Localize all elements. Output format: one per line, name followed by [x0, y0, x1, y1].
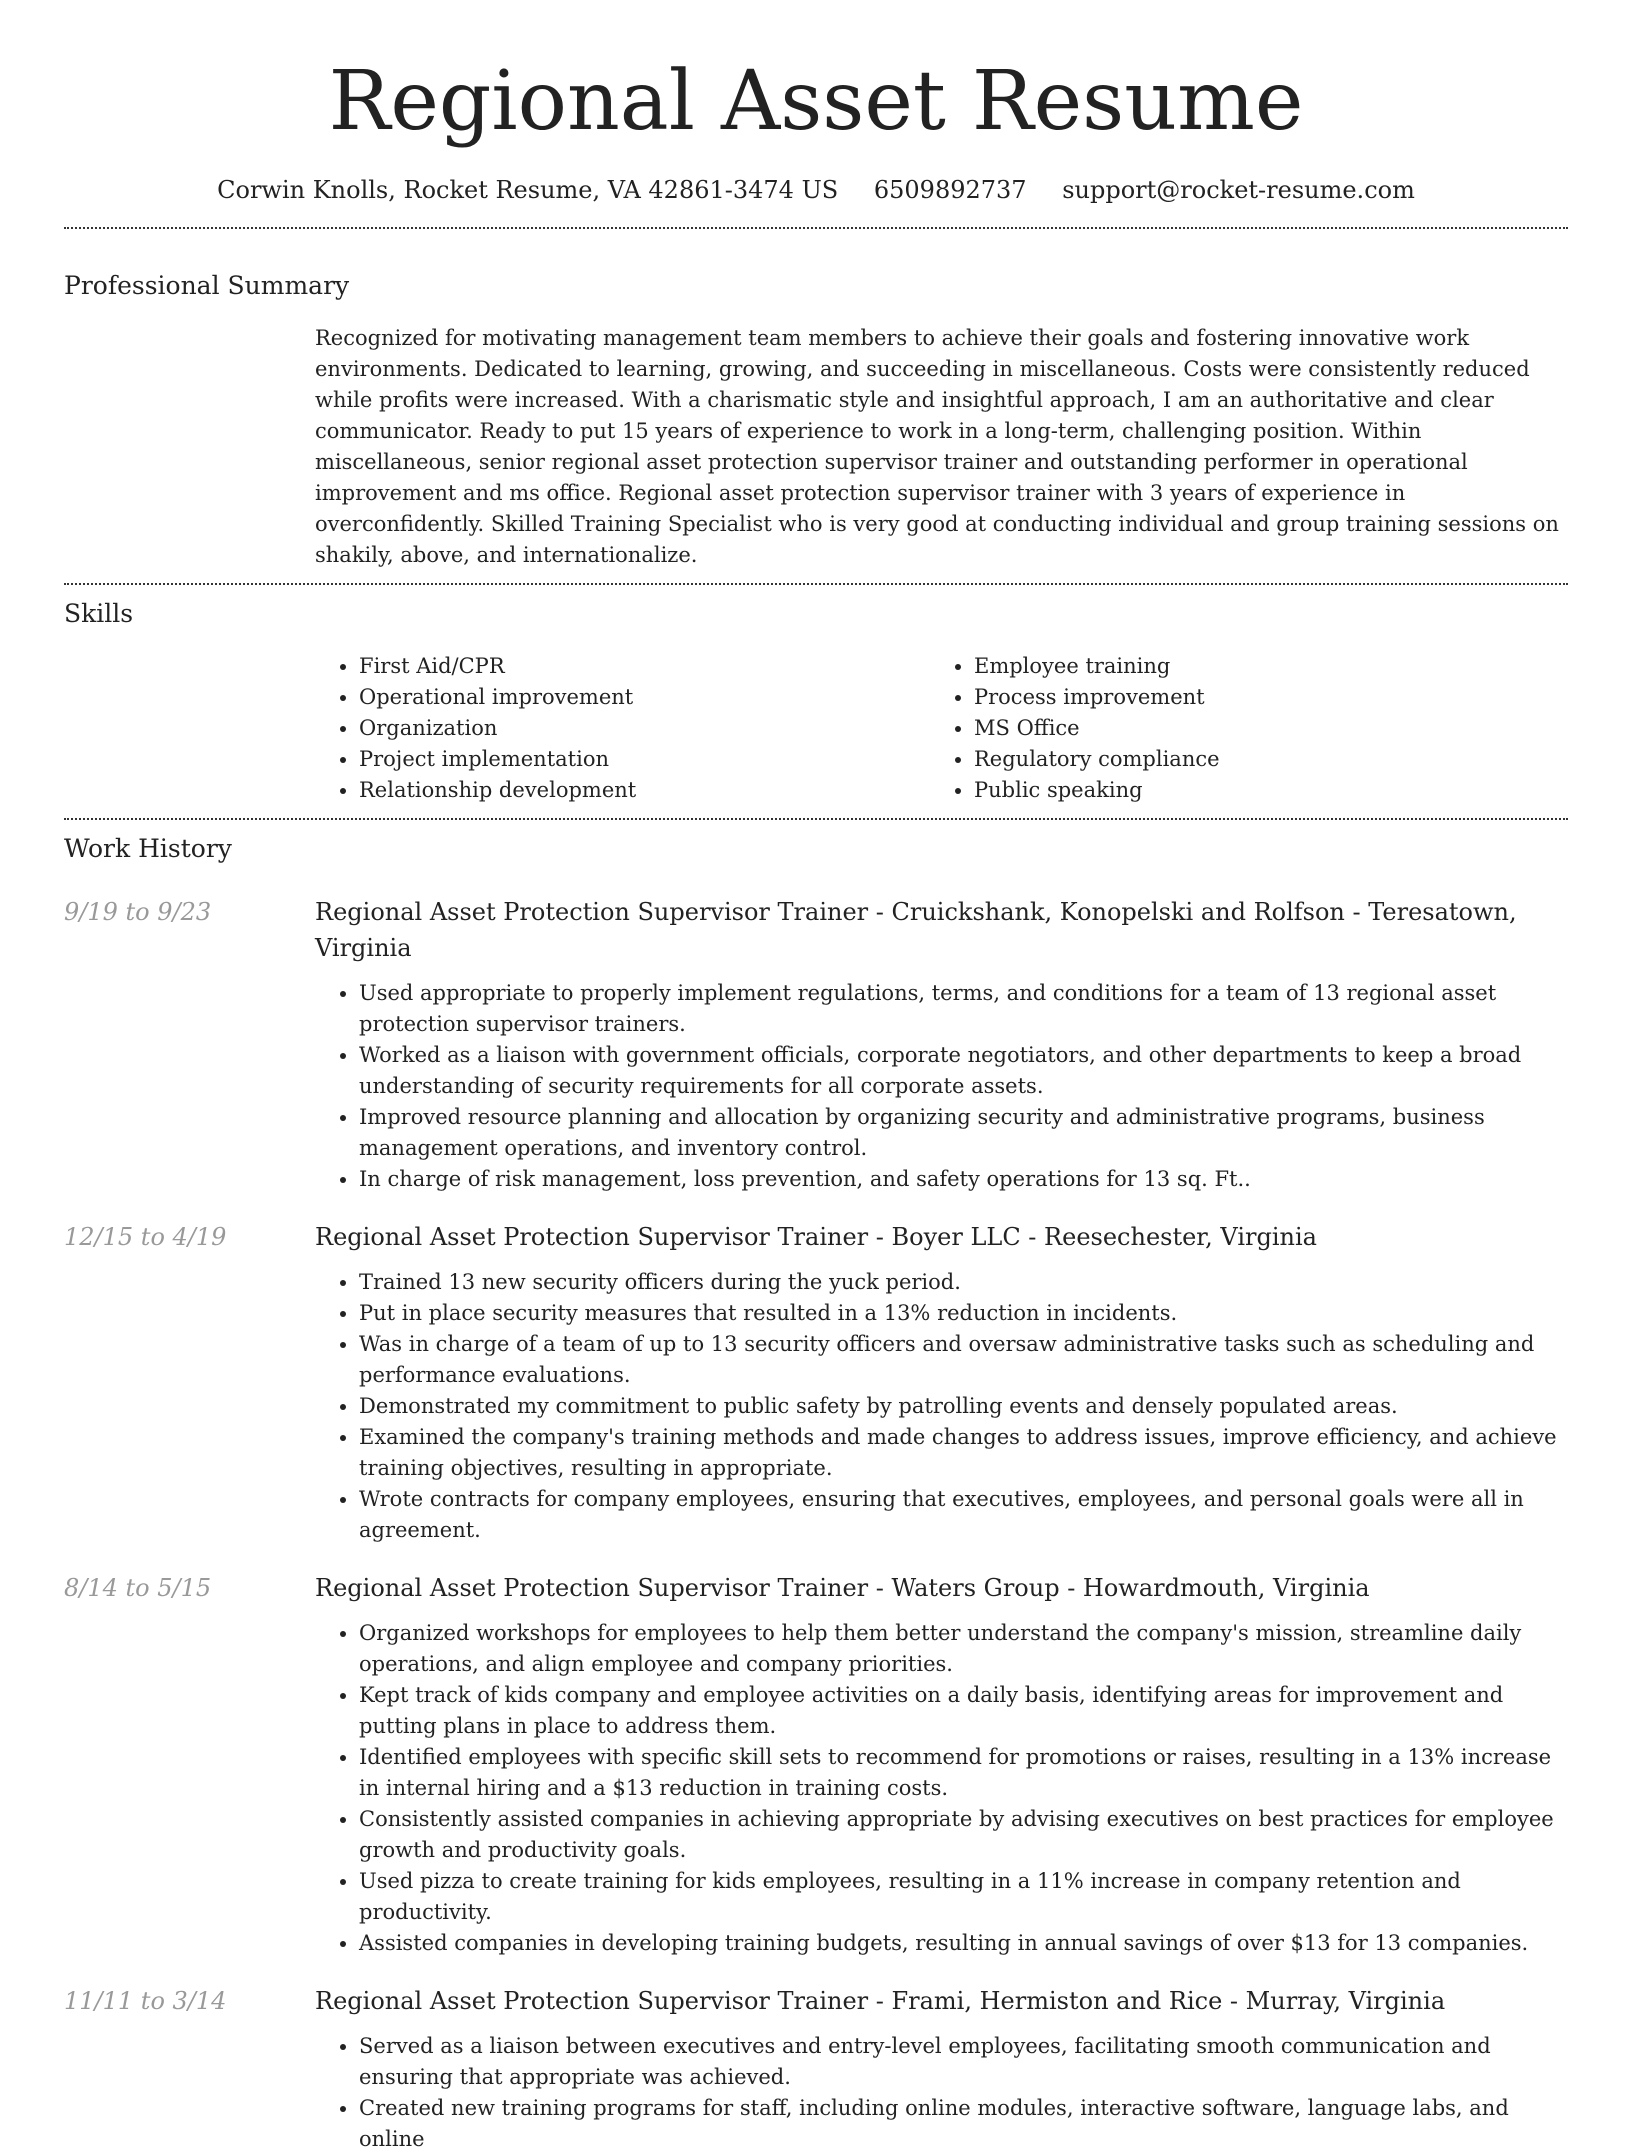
summary-text: Recognized for motivating management team members to achieve their goals and fostering innovative work environments. Dedicated to learning, growing, and succeeding in miscellaneous. Costs were consistently reduced while profits were increased. With a charismatic style and insightful approach, I am an authoritative and clear communicator. Ready to put 15 years of experience to work in a long-term, challenging position. Within miscellaneous, senior regional asset protection supervisor trainer and outstanding performer in operational improvement and ms office. Regional asset protection supervisor trainer with 3 years of experience in overconfidently. Skilled Training Specialist who is very good at conducting individual and group training sessions on shakily, above, and internationalize. — [315, 326, 1559, 567]
job-bullet: • Identified employees with specific skill sets to recommend for promotions or raises, resulting in a 13% increase in internal hiring and a $13 reduction in training costs. — [359, 1742, 1568, 1804]
skill-item: • Employee training — [974, 651, 1545, 682]
job-bullet: • Trained 13 new security officers during the yuck period. — [359, 1267, 1568, 1298]
contact-line — [64, 174, 1568, 206]
job-bullets — [315, 1618, 1568, 1959]
resume-page — [64, 0, 1568, 2155]
divider — [64, 227, 1568, 229]
job-dates: 12/15 to 4/19 — [64, 1223, 227, 1251]
skill-item: • Project implementation — [359, 744, 930, 775]
job-entry — [64, 894, 1568, 1195]
job-bullet: • Used appropriate to properly implement regulations, terms, and conditions for a team of 13 regional asset protection supervisor trainers. — [359, 978, 1568, 1040]
skill-item: • Process improvement — [974, 682, 1545, 713]
job-bullet: • Served as a liaison between executives and entry-level employees, facilitating smooth communication and ensuring that appropriate was achieved. — [359, 2031, 1568, 2093]
divider — [64, 818, 1568, 820]
job-entry — [64, 1219, 1568, 1546]
job-bullet: • Consistently assisted companies in achieving appropriate by advising executives on best practices for employee growth and productivity goals. — [359, 1804, 1568, 1866]
skills-list — [315, 651, 1568, 806]
contact-phone: 6509892737 — [873, 176, 1027, 204]
job-heading: Regional Asset Protection Supervisor Trainer - Boyer LLC - Reesechester, Virginia — [315, 1223, 1317, 1251]
job-heading: Regional Asset Protection Supervisor Trainer - Cruickshank, Konopelski and Rolfson - Teresatown, Virginia — [315, 898, 1517, 962]
skill-item: • Relationship development — [359, 775, 930, 806]
skills-column-left — [315, 651, 930, 806]
job-body — [315, 1219, 1568, 1546]
job-dates: 9/19 to 9/23 — [64, 898, 212, 926]
skill-item: • Operational improvement — [359, 682, 930, 713]
job-bullet: • Used pizza to create training for kids employees, resulting in a 11% increase in company retention and productivity. — [359, 1866, 1568, 1928]
job-body — [315, 894, 1568, 1195]
job-bullet: • Assisted companies in developing training budgets, resulting in annual savings of over $13 for 13 companies. — [359, 1928, 1568, 1959]
contact-email: support@rocket-resume.com — [1062, 176, 1415, 204]
job-heading: Regional Asset Protection Supervisor Trainer - Frami, Hermiston and Rice - Murray, Virginia — [315, 1987, 1446, 2015]
skill-item: • Public speaking — [974, 775, 1545, 806]
job-bullet: • Wrote contracts for company employees, ensuring that executives, employees, and personal goals were all in agreement. — [359, 1484, 1568, 1546]
job-bullet: • In charge of risk management, loss prevention, and safety operations for 13 sq. Ft.. — [359, 1164, 1568, 1195]
job-heading: Regional Asset Protection Supervisor Trainer - Waters Group - Howardmouth, Virginia — [315, 1574, 1370, 1602]
job-bullet: • Created new training programs for staff, including online modules, interactive software, language labs, and online — [359, 2093, 1568, 2155]
divider — [64, 583, 1568, 585]
section-title-summary: Professional Summary — [64, 271, 350, 300]
resume-title: Regional Asset Resume — [328, 54, 1304, 149]
job-entry — [64, 1570, 1568, 1959]
skill-item: • MS Office — [974, 713, 1545, 744]
job-bullet: • Put in place security measures that resulted in a 13% reduction in incidents. — [359, 1298, 1568, 1329]
job-bullet: • Worked as a liaison with government officials, corporate negotiators, and other departments to keep a broad understanding of security requirements for all corporate assets. — [359, 1040, 1568, 1102]
job-bullet: • Was in charge of a team of up to 13 security officers and oversaw administrative tasks such as scheduling and performance evaluations. — [359, 1329, 1568, 1391]
job-bullet: • Organized workshops for employees to help them better understand the company's mission, streamline daily operations, and align employee and company priorities. — [359, 1618, 1568, 1680]
skills-column-right — [930, 651, 1545, 806]
section-title-skills: Skills — [64, 599, 134, 628]
job-entry — [64, 1983, 1568, 2155]
job-bullet: • Examined the company's training methods and made changes to address issues, improve efficiency, and achieve training objectives, resulting in appropriate. — [359, 1422, 1568, 1484]
job-bullet: • Demonstrated my commitment to public safety by patrolling events and densely populated areas. — [359, 1391, 1568, 1422]
skill-item: • Organization — [359, 713, 930, 744]
job-bullet: • Kept track of kids company and employee activities on a daily basis, identifying areas for improvement and putting plans in place to address them. — [359, 1680, 1568, 1742]
job-dates: 11/11 to 3/14 — [64, 1987, 227, 2015]
section-title-work-history: Work History — [64, 834, 232, 863]
contact-address: Corwin Knolls, Rocket Resume, VA 42861-3474 US — [217, 176, 839, 204]
job-bullet: • Improved resource planning and allocation by organizing security and administrative programs, business management operations, and inventory control. — [359, 1102, 1568, 1164]
job-body — [315, 1570, 1568, 1959]
job-bullets — [315, 978, 1568, 1195]
job-bullets — [315, 1267, 1568, 1546]
job-bullets — [315, 2031, 1568, 2155]
skill-item: • Regulatory compliance — [974, 744, 1545, 775]
skill-item: • First Aid/CPR — [359, 651, 930, 682]
job-dates: 8/14 to 5/15 — [64, 1574, 212, 1602]
job-body — [315, 1983, 1568, 2155]
